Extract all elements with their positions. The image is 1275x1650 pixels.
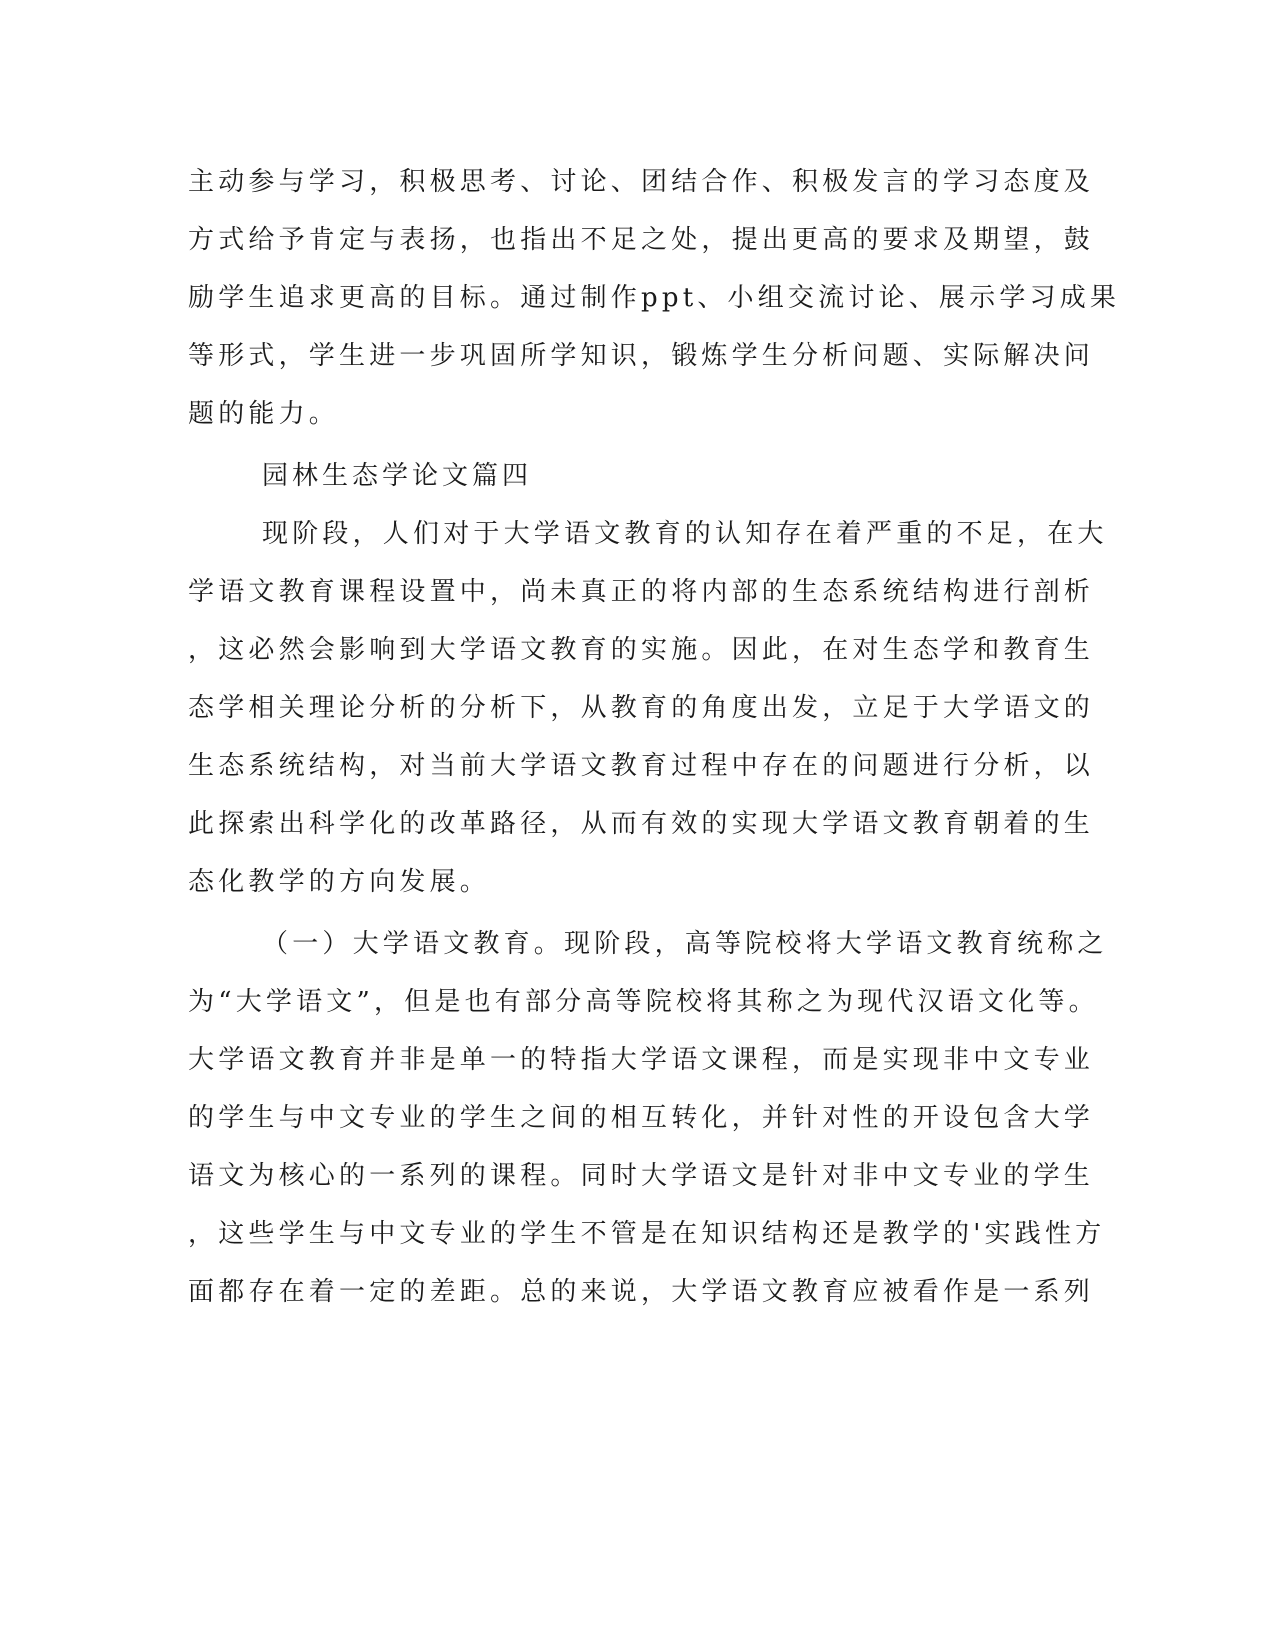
- paragraph-1-line-4: 等形式，学生进一步巩固所学知识，锻炼学生分析问题、实际解决问: [188, 341, 1095, 371]
- paragraph-1-line-2: 方式给予肯定与表扬，也指出不足之处，提出更高的要求及期望，鼓: [188, 225, 1095, 255]
- paragraph-1-line-3: 励学生追求更高的目标。通过制作ppt、小组交流讨论、展示学习成果: [188, 283, 1121, 313]
- paragraph-2-line-2: 学语文教育课程设置中，尚未真正的将内部的生态系统结构进行剖析: [188, 577, 1095, 607]
- paragraph-3-line-6: ，这些学生与中文专业的学生不管是在知识结构还是教学的'实践性方: [188, 1219, 1106, 1249]
- paragraph-1-line-1: 主动参与学习，积极思考、讨论、团结合作、积极发言的学习态度及: [188, 167, 1095, 197]
- paragraph-3-line-5: 语文为核心的一系列的课程。同时大学语文是针对非中文专业的学生: [188, 1161, 1095, 1191]
- paragraph-2-line-7: 态化教学的方向发展。: [188, 867, 491, 897]
- paragraph-3-line-2: 为“大学语文”，但是也有部分高等院校将其称之为现代汉语文化等。: [188, 987, 1099, 1017]
- paragraph-3-line-4: 的学生与中文专业的学生之间的相互转化，并针对性的开设包含大学: [188, 1103, 1095, 1133]
- paragraph-1-line-5: 题的能力。: [188, 399, 340, 429]
- paragraph-2-line-4: 态学相关理论分析的分析下，从教育的角度出发，立足于大学语文的: [188, 693, 1095, 723]
- paragraph-3-line-1: （一）大学语文教育。现阶段，高等院校将大学语文教育统称之: [262, 929, 1108, 959]
- paragraph-2-line-1: 现阶段，人们对于大学语文教育的认知存在着严重的不足，在大: [262, 519, 1108, 549]
- paragraph-3-line-7: 面都存在着一定的差距。总的来说，大学语文教育应被看作是一系列: [188, 1277, 1095, 1307]
- paragraph-3-line-3: 大学语文教育并非是单一的特指大学语文课程，而是实现非中文专业: [188, 1045, 1095, 1075]
- section-heading: 园林生态学论文篇四: [262, 461, 533, 491]
- paragraph-2-line-3: ，这必然会影响到大学语文教育的实施。因此，在对生态学和教育生: [188, 635, 1095, 665]
- paragraph-2-line-6: 此探索出科学化的改革路径，从而有效的实现大学语文教育朝着的生: [188, 809, 1095, 839]
- paragraph-2-line-5: 生态系统结构，对当前大学语文教育过程中存在的问题进行分析，以: [188, 751, 1095, 781]
